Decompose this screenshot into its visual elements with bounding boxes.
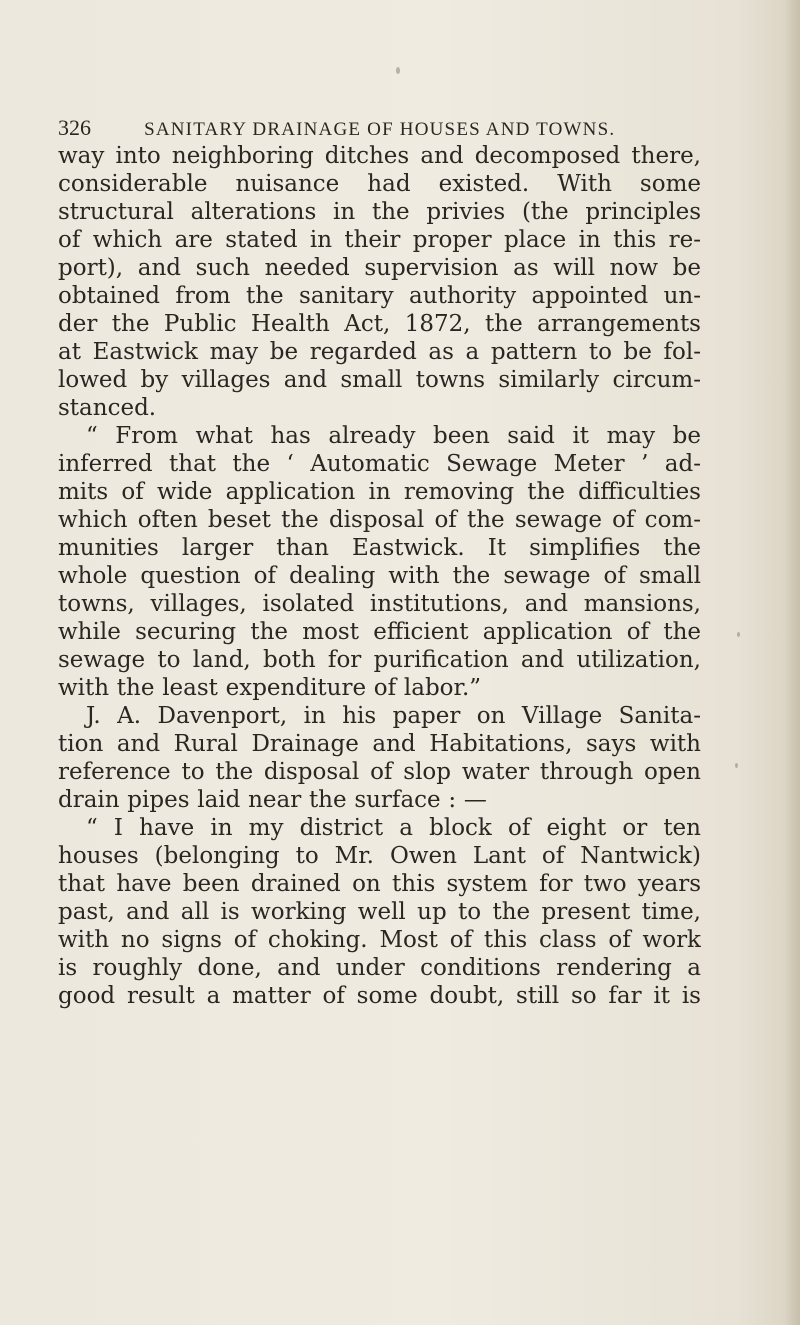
- text-line: is roughly done, and under conditions rendering a: [58, 955, 701, 981]
- running-head: [58, 115, 678, 141]
- paper-speck: [735, 763, 738, 768]
- page-number: 326: [58, 115, 91, 140]
- text-line: with the least expenditure of labor.”: [58, 675, 482, 701]
- page-edge-shadow: [784, 0, 800, 1325]
- running-title: SANITARY DRAINAGE OF HOUSES AND TOWNS.: [144, 119, 616, 140]
- text-line: while securing the most efficient application of the: [58, 619, 701, 645]
- text-line: reference to the disposal of slop water through open: [58, 759, 701, 785]
- text-line: mits of wide application in removing the difficulties: [58, 479, 701, 505]
- text-line: way into neighboring ditches and decomposed there,: [58, 143, 701, 169]
- text-line: port), and such needed supervision as will now be: [58, 255, 701, 281]
- text-line: lowed by villages and small towns similarly circum-: [58, 367, 701, 393]
- text-line: with no signs of choking. Most of this class of work: [58, 927, 701, 953]
- text-line: sewage to land, both for purification and utilization,: [58, 647, 701, 673]
- text-line: structural alterations in the privies (the principles: [58, 199, 701, 225]
- text-line: munities larger than Eastwick. It simplifies the: [58, 535, 701, 561]
- text-line: at Eastwick may be regarded as a pattern to be fol-: [58, 339, 701, 365]
- paper-speck: [396, 67, 400, 74]
- text-line: obtained from the sanitary authority appointed un-: [58, 283, 701, 309]
- text-line: J. A. Davenport, in his paper on Village Sanita-: [86, 703, 701, 729]
- text-line: tion and Rural Drainage and Habitations, says with: [58, 731, 701, 757]
- text-line: der the Public Health Act, 1872, the arrangements: [58, 311, 701, 337]
- text-line: houses (belonging to Mr. Owen Lant of Nantwick): [58, 843, 701, 869]
- text-line: whole question of dealing with the sewage of small: [58, 563, 701, 589]
- text-line: towns, villages, isolated institutions, and mansions,: [58, 591, 701, 617]
- text-line: which often beset the disposal of the sewage of com-: [58, 507, 701, 533]
- text-line: “ From what has already been said it may be: [86, 423, 701, 449]
- text-line: that have been drained on this system for two years: [58, 871, 701, 897]
- text-line: “ I have in my district a block of eight or ten: [86, 815, 701, 841]
- text-line: of which are stated in their proper place in this re-: [58, 227, 701, 253]
- paper-speck: [737, 632, 740, 637]
- text-line: past, and all is working well up to the present time,: [58, 899, 701, 925]
- text-line: good result a matter of some doubt, still so far it is: [58, 983, 701, 1009]
- text-line: inferred that the ‘ Automatic Sewage Meter ’ ad-: [58, 451, 701, 477]
- text-line: stanced.: [58, 395, 157, 421]
- text-line: considerable nuisance had existed. With some: [58, 171, 701, 197]
- body-text: [58, 142, 701, 1010]
- text-line: drain pipes laid near the surface : —: [58, 787, 487, 813]
